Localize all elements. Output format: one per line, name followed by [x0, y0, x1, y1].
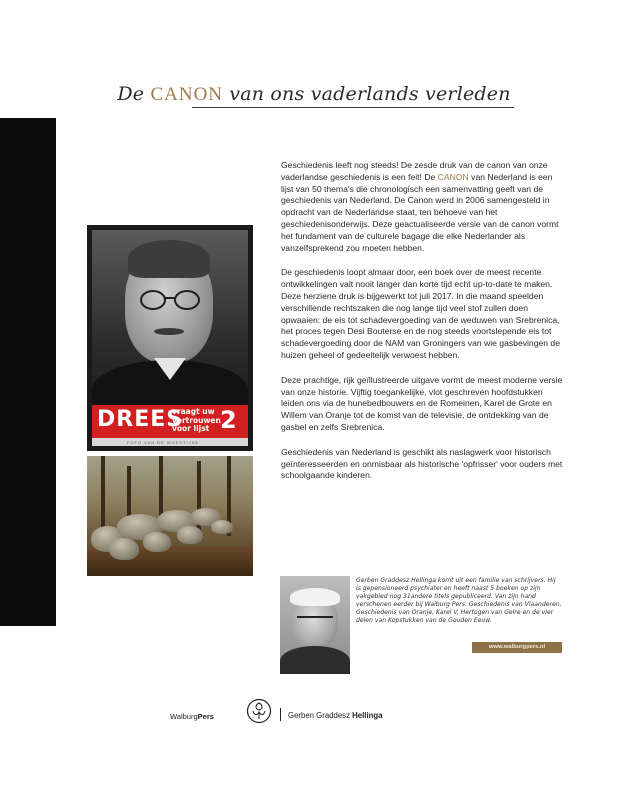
portrait-hair [128, 240, 210, 278]
author-body [280, 646, 350, 674]
book-spine [0, 118, 56, 626]
title-prefix: De [117, 83, 145, 105]
author-photo [280, 576, 350, 674]
author-glasses [297, 616, 333, 626]
poster-printer: FOTO VAN DE WOESTIJNE [127, 440, 200, 445]
publisher-name: WalburgPers [170, 712, 214, 721]
title-canon: CANON [150, 84, 224, 105]
drees-portrait [92, 230, 248, 408]
canon-highlight: CANON [437, 171, 469, 182]
author-bio: Gerben Graddesz Hellinga komt uit een familie van schrijvers. Hij is gepensioneerd psychiater en heeft naast 5 boeken op zijn vakgebied nog 31andere titels gepubliceerd. Van zijn hand verschenen eerder bij Walburg Pers: Geschiedenis van Vlaanderen, Geschiedenis van Oranje, Karel V, Hertogen van Gelre en de vier delen van Kopstukken van de Gouden Eeuw. [356, 577, 562, 624]
paragraph-2: De geschiedenis loopt almaar door, een boek over de meest recente ontwikkelingen valt nooit langer dan korte tijd echt up-to-date te maken. Deze herziene druk is bijgewerkt tot juli 2017. In die maand speelden verschillende rechtszaken die nog lange tijd veel stof zullen doen opwaaien: de eis tot schadevergoeding van de weduwen van Srebrenica, het proces tegen Desi Bouterse en de nog steeds voortslepende eis tot schadevergoeding door de NAM van Groningers van wie gasbevingen de huizen geheel of gedeeltelijk verwoest hebben. [281, 267, 560, 360]
paragraph-1: Geschiedenis leeft nog steeds! De zesde druk van de canon van onze vaderlandse geschiedenis is een feit! De CANON van Nederland is een lijst van 50 thema's die chronologisch een samenvatting geeft van de geschiedenis van Nederland. De Canon werd in 2006 samengesteld in opdracht van de Nederlandse staat, ten behoeve van het geschiedenisonderwijs. Deze geactualiseerde versie van de canon vormt het fundament van de culturele bagage die elke Nederlander als vanzelfsprekend zou moeten hebben. [281, 160, 559, 253]
portrait-glasses [138, 290, 202, 308]
author-hair [290, 588, 340, 606]
book-title [0, 83, 628, 106]
paragraph-3: Deze prachtige, rijk geïllustreerde uitgave vormt de meest moderne versie van onze historie. Vijftig toegankelijke, vlot geschreven hoofdstukken leiden ons via de hunebedbouwers en de Romeinen, Karel de Grote en Willem van Oranje tot de komst van de televisie, de ontdekking van de gasbel en zelfs Srebrenica. [281, 374, 563, 432]
paragraph-4: Geschiedenis van Nederland is geschikt als naslagwerk voor historisch geïnteresseerden en onmisbaar als historische 'opfrisser' voor ouders met schoolgaande kinderen. [281, 446, 563, 481]
portrait-moustache [154, 328, 184, 335]
description-text [281, 160, 564, 495]
footer-divider [280, 708, 281, 721]
publisher-url: www.walburgpers.nl [472, 642, 562, 653]
title-suffix: van ons vaderlands verleden [229, 83, 511, 105]
poster-banner [92, 405, 248, 438]
poster-slogan: vraagt uw vertrouwen voor lijst [172, 407, 221, 433]
drees-poster-image [87, 225, 253, 451]
publisher-logo-icon [246, 698, 272, 724]
poster-list-number: 2 [220, 406, 237, 434]
title-underline [192, 107, 514, 108]
hunebed-photo [87, 456, 253, 576]
poster-name: DREES [97, 407, 184, 432]
footer-author-name: Gerben Graddesz Hellinga [288, 711, 383, 720]
